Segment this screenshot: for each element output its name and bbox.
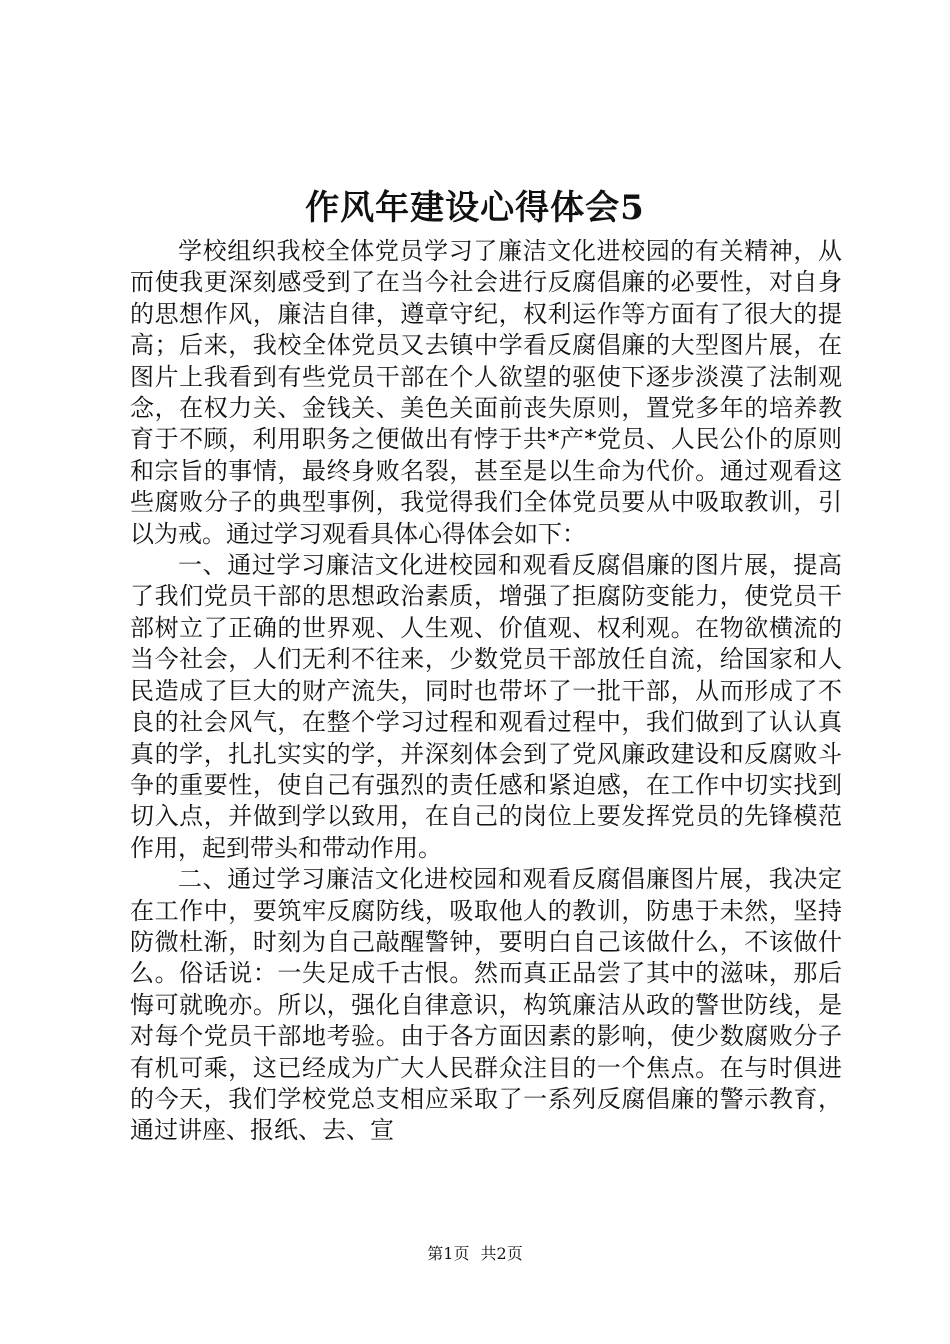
paragraph-point-one: 一、通过学习廉洁文化进校园和观看反腐倡廉的图片展，提高了我们党员干部的思想政治素质，增强了拒腐防变能力，使党员干部树立了正确的世界观、人生观、价值观、权利观。在物欲横流的当今社会，人们无利不往来，少数党员干部放任自流，给国家和人民造成了巨大的财产流失，同时也带坏了一批干部，从而形成了不良的社会风气，在整个学习过程和观看过程中，我们做到了认认真真的学，扎扎实实的学，并深刻体会到了党风廉政建设和反腐败斗争的重要性，使自己有强烈的责任感和紧迫感，在工作中切实找到切入点，并做到学以致用，在自己的岗位上要发挥党员的先锋模范作用，起到带头和带动作用。 [130, 551, 842, 862]
paragraph-intro: 学校组织我校全体党员学习了廉洁文化进校园的有关精神，从而使我更深刻感受到了在当今社会进行反腐倡廉的必要性，对自身的思想作风，廉洁自律，遵章守纪，权利运作等方面有了很大的提高；后来，我校全体党员又去镇中学看反腐倡廉的大型图片展，在图片上我看到有些党员干部在个人欲望的驱使下逐步淡漠了法制观念，在权力关、金钱关、美色关面前丧失原则，置党多年的培养教育于不顾，利用职务之便做出有悖于共*产*党员、人民公仆的原则和宗旨的事情，最终身败名裂，甚至是以生命为代价。通过观看这些腐败分子的典型事例，我觉得我们全体党员要从中吸取教训，引以为戒。通过学习观看具体心得体会如下： [130, 237, 842, 548]
page-footer [0, 1244, 950, 1264]
page-number-total: 共2页 [480, 1244, 523, 1263]
document-title: 作风年建设心得体会5 [305, 188, 645, 228]
paragraph-point-two: 二、通过学习廉洁文化进校园和观看反腐倡廉图片展，我决定在工作中，要筑牢反腐防线，吸取他人的教训，防患于未然，坚持防微杜渐，时刻为自己敲醒警钟，要明白自己该做什么，不该做什么。俗话说：一失足成千古恨。然而真正品尝了其中的滋味，那后悔可就晚亦。所以，强化自律意识，构筑廉洁从政的警世防线，是对每个党员干部地考验。由于各方面因素的影响，使少数腐败分子有机可乘，这已经成为广大人民群众注目的一个焦点。在与时俱进的今天，我们学校党总支相应采取了一系列反腐倡廉的警示教育，通过讲座、报纸、去、宣 [130, 865, 842, 1145]
document-body [130, 236, 842, 1147]
page-number-current: 第1页 [427, 1244, 470, 1263]
